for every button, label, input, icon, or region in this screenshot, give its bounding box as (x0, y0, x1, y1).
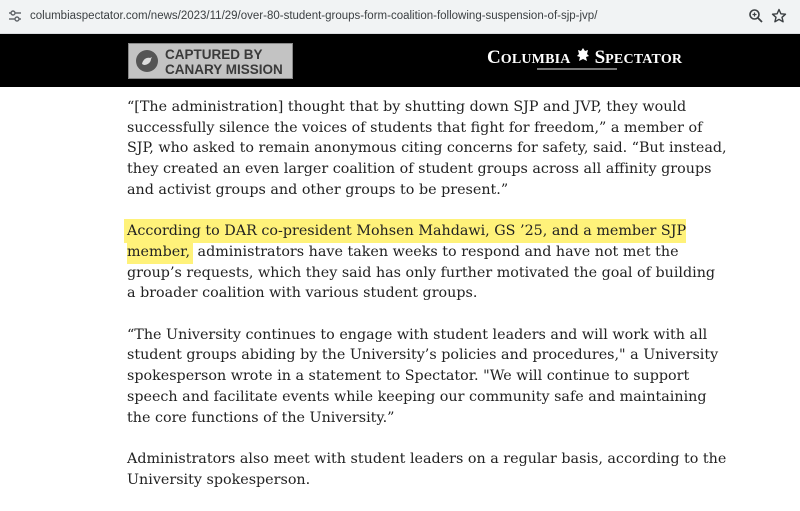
logo-letter-c: C (487, 47, 501, 68)
logo-letter-s: S (594, 47, 606, 68)
canary-bird-icon (135, 49, 159, 73)
logo-pectator: PECTATOR (605, 52, 683, 67)
zoom-icon[interactable] (748, 8, 764, 24)
article-paragraph-3: “The University continues to engage with student leaders and will work with all student groups abiding by the University’s policies and procedures," a University spokesperson wrote in a statement to Spectator. "We will continue to support speech and facilitate events while keeping our community safe and maintaining the core functions of the University.” (127, 326, 719, 426)
site-settings-icon[interactable] (8, 9, 22, 23)
article-body (127, 97, 727, 511)
highlighted-text: According to DAR co-president Mohsen Mahdawi, GS ’25, and a member SJP member, (124, 219, 686, 264)
watermark-line2: CANARY MISSION (165, 62, 283, 77)
logo-olumbia: OLUMBIA (500, 52, 571, 67)
url-text[interactable]: columbiaspectator.com/news/2023/11/29/over-80-student-groups-form-coalition-following-suspension-of-sjp-jvp/ (30, 10, 598, 22)
bookmark-star-icon[interactable] (771, 8, 787, 24)
browser-address-bar (0, 0, 800, 34)
watermark-line1: CAPTURED BY (165, 47, 263, 62)
logo-tagline-rule (537, 68, 617, 70)
watermark-text (165, 47, 283, 77)
article-paragraph-2 (127, 221, 727, 304)
crest-icon (576, 47, 590, 65)
article-paragraph-1: “[The administration] thought that by shutting down SJP and JVP, they would successfully silence the voices of students that fight for freedom,” a member of SJP, who asked to remain anonymous citing concerns for safety, said. “But instead, they created an even larger coalition of student groups across all affinity groups and activist groups and other groups to be present.” (127, 99, 727, 198)
paragraph-2-rest: administrators have taken weeks to respond and have not met the group’s requests, which they said has only further motivated the goal of building a broader coalition with various student groups. (127, 243, 716, 302)
site-logo[interactable] (487, 47, 682, 69)
article-paragraph-4: Administrators also meet with student leaders on a regular basis, according to the University spokesperson. (127, 450, 727, 488)
canary-mission-watermark (128, 43, 293, 79)
site-header (0, 34, 800, 87)
